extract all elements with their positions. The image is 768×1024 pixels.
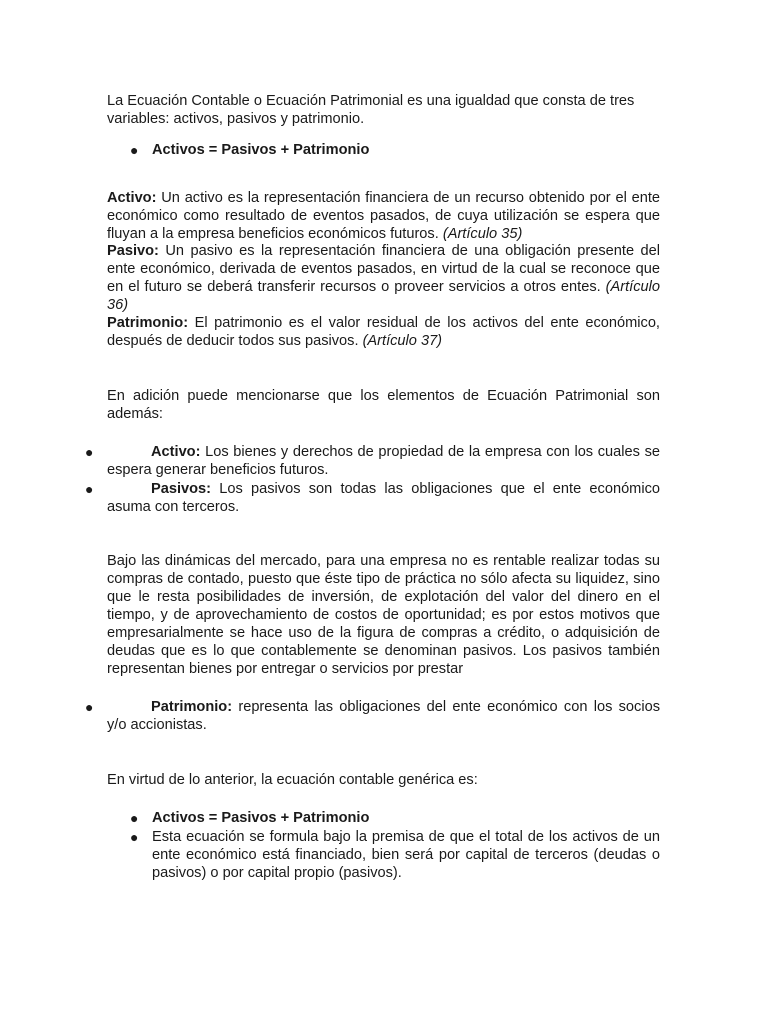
element-activo: Activo: Los bienes y derechos de propiedad de la empresa con los cuales se espera generar beneficios futuros. (107, 444, 660, 478)
definition-pasivo: Pasivo: Un pasivo es la representación financiera de una obligación presente del ente económico, derivada de eventos pasados, en virtud de la cual se reconoce que en el futuro se deberá transferir recursos o proveer servicios a otros entes. (Artículo 36) (107, 243, 660, 313)
element-pasivos: Pasivos: Los pasivos son todas las obligaciones que el ente económico asuma con terceros. (107, 481, 660, 515)
bullet-dot-icon: ● (85, 481, 94, 497)
premisa-bullet: Esta ecuación se formula bajo la premisa de que el total de los activos de un ente económico está financiado, bien será por capital de terceros (deudas o pasivos) o por capital propio (pasivos). (152, 829, 660, 881)
virtud-paragraph: En virtud de lo anterior, la ecuación contable genérica es: (107, 772, 478, 788)
adicion-paragraph: En adición puede mencionarse que los elementos de Ecuación Patrimonial son además: (107, 388, 660, 422)
definition-activo: Activo: Un activo es la representación financiera de un recurso obtenido por el ente económico como resultado de eventos pasados, de cuya utilización se espera que fluyan a la empresa beneficios económicos futuros. (Artículo 35) (107, 190, 660, 242)
bullet-dot-icon: ● (85, 444, 94, 460)
intro-paragraph: La Ecuación Contable o Ecuación Patrimonial es una igualdad que consta de tres variables: activos, pasivos y patrimonio. (107, 93, 635, 127)
equation-bullet: Activos = Pasivos + Patrimonio (152, 142, 370, 158)
bullet-dot-icon: ● (130, 810, 139, 826)
equation-bullet-2: Activos = Pasivos + Patrimonio (152, 810, 370, 826)
element-patrimonio: Patrimonio: representa las obligaciones del ente económico con los socios y/o accionistas. (107, 699, 660, 733)
bullet-dot-icon: ● (130, 829, 139, 845)
definition-patrimonio: Patrimonio: El patrimonio es el valor residual de los activos del ente económico, después de deducir todos sus pasivos. (Artículo 37) (107, 315, 660, 349)
dinamicas-paragraph: Bajo las dinámicas del mercado, para una empresa no es rentable realizar todas su compras de contado, puesto que éste tipo de práctica no sólo afecta su liquidez, sino que le resta posibilidades de inversión, de explotación del valor del dinero en el tiempo, y de aprovechamiento de costos de oportunidad; es por estos motivos que empresarialmente se hace uso de la figura de compras a crédito, o adquisición de deudas que es lo que contablemente se denominan pasivos. Los pasivos también representan bienes por entregar o servicios por prestar (107, 553, 660, 677)
bullet-dot-icon: ● (130, 142, 139, 158)
bullet-dot-icon: ● (85, 699, 94, 715)
